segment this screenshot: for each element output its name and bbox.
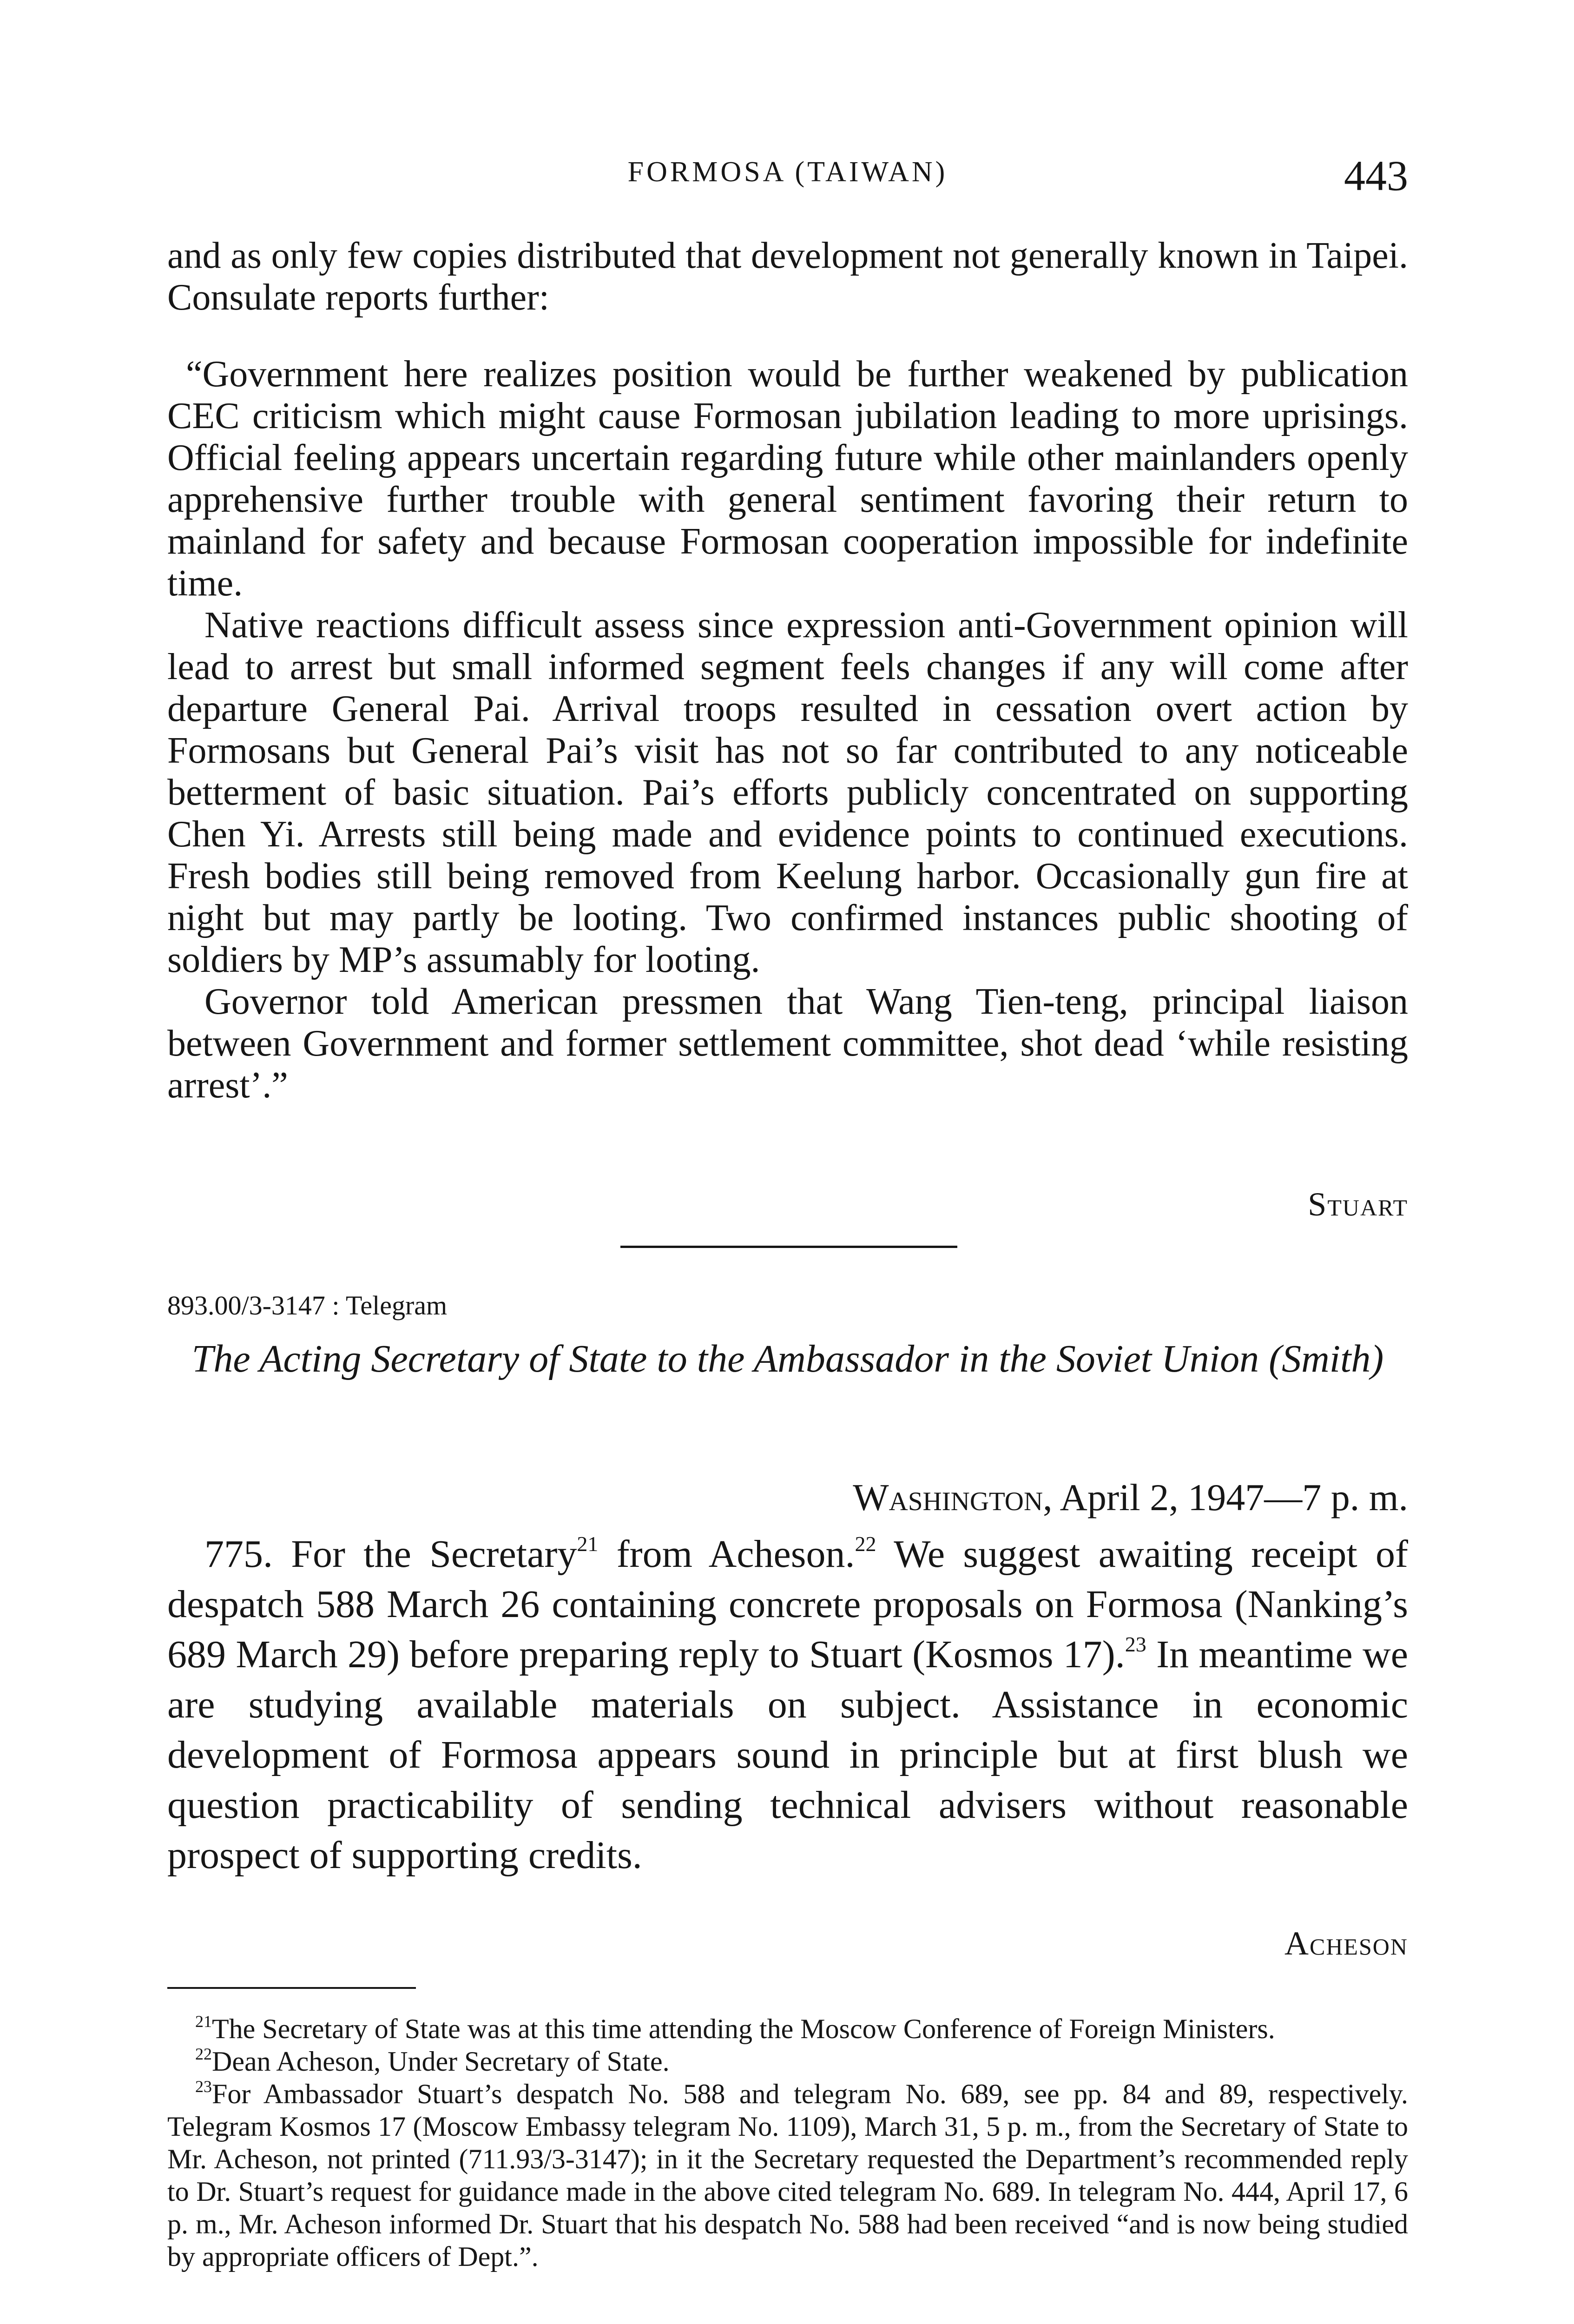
telegram-paragraph: 775. For the Secretary$^{21}$ from Acheson.$^{22}$ We suggest awaiting receipt of despatch 588 March 26 containing concrete proposals on Formosa (Nanking’s 689 March 29) before preparing reply to Stuart (Kosmos 17).$^{23}$ In meantime we are studying available materials on subject. Assistance in economic development of Formosa appears sound in principle but at first blush we question practicability of sending technical advisers without reasonable prospect of supporting credits. <box>167 1532 1409 1877</box>
quoted-report <box>167 353 1408 1106</box>
dateline <box>853 1476 1408 1519</box>
file-reference: 893.00/3-3147 : Telegram <box>167 1290 448 1320</box>
footnote-ref: 23 <box>1125 1632 1146 1656</box>
footnote: $^{21}$The Secretary of State was at this time attending the Moscow Conference of Foreign Ministers. <box>195 2012 1275 2044</box>
running-title: FORMOSA (TAIWAN) <box>627 156 948 188</box>
quoted-paragraph: Native reactions difficult assess since expression anti-Government opinion will lead to arrest but small informed segment feels changes if any will come after departure General Pai. Arrival troops resulted in cessation overt action by Formosans but General Pai’s visit has not so far contributed to any noticeable betterment of basic situation. Pai’s efforts publicly concentrated on supporting Chen Yi. Arrests still being made and evidence points to continued executions. Fresh bodies still being removed from Keelung harbor. Occasionally gun fire at night but may partly be looting. Two confirmed instances public shooting of soldiers by MP’s assumably for looting. <box>167 605 1408 980</box>
dateline-date: April 2, 1947—7 p. m. <box>1060 1476 1408 1519</box>
page-header <box>167 151 1408 202</box>
footnotes <box>167 2013 1408 2273</box>
telegram-body <box>167 1529 1408 1881</box>
footnote: $^{22}$Dean Acheson, Under Secretary of State. <box>195 2045 670 2077</box>
document-title: The Acting Secretary of State to the Ambassador in the Soviet Union (Smith) <box>191 1337 1384 1380</box>
quoted-paragraph: “Government here realizes position would be further weakened by publication CEC criticism which might cause Formosan jubilation leading to more uprisings. Official feeling appears uncertain regarding future while other mainlanders openly apprehensive further trouble with general sentiment favoring their return to mainland for safety and because Formosan cooperation impossible for indefinite time. <box>167 354 1408 604</box>
signature-stuart: Stuart <box>1308 1186 1408 1223</box>
footnote-ref: 22 <box>855 1532 876 1556</box>
quoted-paragraph: Governor told American pressmen that Wang Tien-teng, principal liaison between Government and former settlement committee, shot dead ‘while resisting arrest’.” <box>167 981 1408 1106</box>
footnote-ref: 21 <box>577 1532 599 1556</box>
page-number: 443 <box>1344 152 1408 199</box>
signature-acheson: Acheson <box>1284 1925 1408 1962</box>
section-divider <box>620 1246 957 1248</box>
continuation-paragraph <box>167 235 1408 318</box>
footnote: $^{23}$For Ambassador Stuart’s despatch No. 588 and telegram No. 689, see pp. 84 and 89, respectively. Telegram Kosmos 17 (Moscow Embassy telegram No. 1109), March 31, 5 p. m., from the Secretary of State to Mr. Acheson, not printed (711.93/3-3147); in it the Secretary requested the Department’s recommended reply to Dr. Stuart’s request for guidance made in the above cited telegram No. 689. In telegram No. 444, April 17, 6 p. m., Mr. Acheson informed Dr. Stuart that his despatch No. 588 had been received “and is now being studied by appropriate officers of Dept.”. <box>167 2077 1408 2272</box>
opening-paragraph: and as only few copies distributed that development not generally known in Taipei. Consulate reports further: <box>167 235 1408 318</box>
dateline-place: Washington, <box>853 1476 1053 1519</box>
footnote-divider <box>167 1987 416 1989</box>
